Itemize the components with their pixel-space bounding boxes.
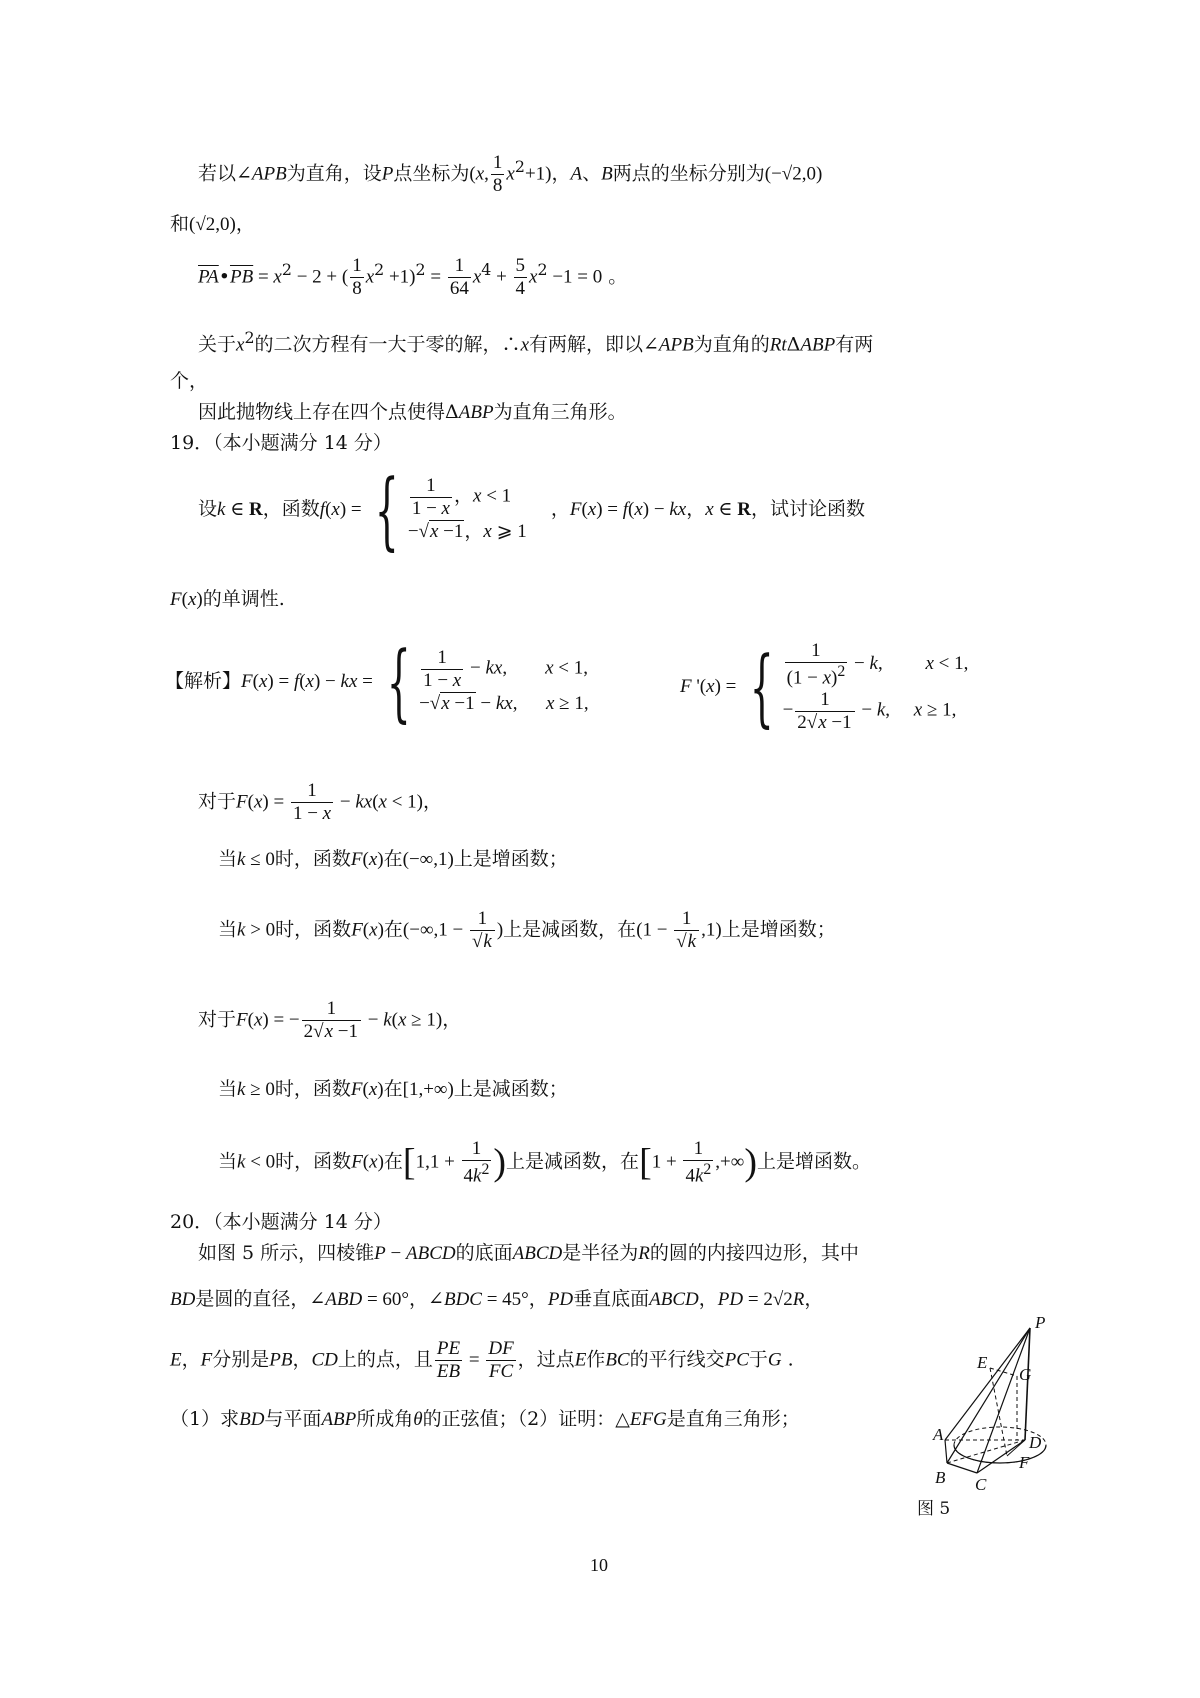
label-g: G <box>1019 1365 1032 1384</box>
text-line: 当k ≥ 0时，函数F(x)在[1,+∞)上是减函数； <box>218 1078 568 1100</box>
text-line: F(x)的单调性. <box>170 588 285 610</box>
text-line: BD是圆的直径，∠ABD = 60°，∠BDC = 45°，PD垂直底面ABCD，PD = 2√2R， <box>170 1288 824 1310</box>
text-line: 对于F(x) = − $\frac{1}{2√x -1}$ − k(x ≥ 1)， <box>198 998 462 1042</box>
text-line: （1）求BD与平面ABP所成角θ的正弦值；（2）证明：△EFG是直角三角形； <box>170 1408 800 1430</box>
text-line: 如图 5 所示，四棱锥P − ABCD的底面ABCD是半径为R的圆的内接四边形，其中 <box>198 1242 859 1264</box>
page-number: 10 <box>590 1555 608 1575</box>
text-line: 若以∠APB为直角，设P点坐标为(x, $\frac{1}{8}$ $x^2+1$)，A、B两点的坐标分别为(−√2,0) <box>198 152 823 196</box>
label-c: C <box>975 1475 987 1494</box>
figure-caption: 图 5 <box>917 1499 951 1519</box>
text-line: 因此抛物线上存在四个点使得ΔABP为直角三角形。 <box>198 401 627 423</box>
text-line: 对于F(x) = $\frac{1}{1 - x}$ − kx(x < 1)， <box>198 780 443 824</box>
text-line: 关于$x^2$的二次方程有一大于零的解，∴x有两解，即以∠APB为直角的RtΔABP有两 <box>198 328 874 356</box>
label-f: F <box>1019 1453 1030 1472</box>
text-line: 当k ≤ 0时，函数F(x)在(−∞,1)上是增函数； <box>218 848 568 870</box>
label-a: A <box>933 1425 944 1444</box>
math-line: $\overline{PA}•\overline{PB} = x^2 - 2$ + ( $\frac{1}{8}$ $x^2 +1)^2$ = $\frac{1}{64}$ $x^4$ + $\frac{5}{4}$ $x^2 -1 = 0$ 。 <box>198 255 628 299</box>
label-p: P <box>1035 1313 1046 1332</box>
label-d: D <box>1029 1433 1042 1452</box>
text-line: 和(√2,0)， <box>170 213 255 235</box>
label-e: E <box>977 1353 988 1372</box>
text-line: E，F分别是PB，CD上的点，且 $\frac{PE}{EB}$ = $\frac{DF}{FC}$ ，过点E作BC的平行线交PC于G . <box>170 1338 794 1382</box>
text-line: 当k > 0时，函数F(x)在(−∞,1 − $\frac{1}{√k}$ )上是减函数，在(1 − $\frac{1}{√k}$ ,1)上是增函数； <box>218 908 836 952</box>
figure-5-pyramid <box>917 1313 1046 1519</box>
text-line: 当k < 0时，函数F(x)在[1,1 + $\frac{1}{4k^2}$ )上是减函数，在[1 + $\frac{1}{4k^2}$ ,+∞)上是增函数。 <box>218 1138 871 1187</box>
label-b: B <box>935 1468 946 1487</box>
q19-derivative: F '(x) = { $\frac{1}{(1 - x)^2}$ − k, x < 1, − $\frac{1}{2√x -1}$ − k, x ≥ 1, <box>680 637 969 736</box>
question-20-header: 20．（本小题满分 14 分） <box>170 1211 392 1233</box>
text-line: 个， <box>170 370 209 392</box>
question-19-header: 19．（本小题满分 14 分） <box>170 432 392 454</box>
q19-stem: 设k ∈ R，函数f(x) = { $\frac{1}{1 - x}$ ，x < 1 −√x −1，x ⩾ 1 ，F(x) = f(x) − kx，x ∈ R，试讨论函数 <box>198 461 865 559</box>
q19-analysis: 【解析】F(x) = f(x) − kx = { $\frac{1}{1 - x}$ − kx, x < 1, −√x −1 − kx, x ≥ 1, <box>165 633 589 731</box>
